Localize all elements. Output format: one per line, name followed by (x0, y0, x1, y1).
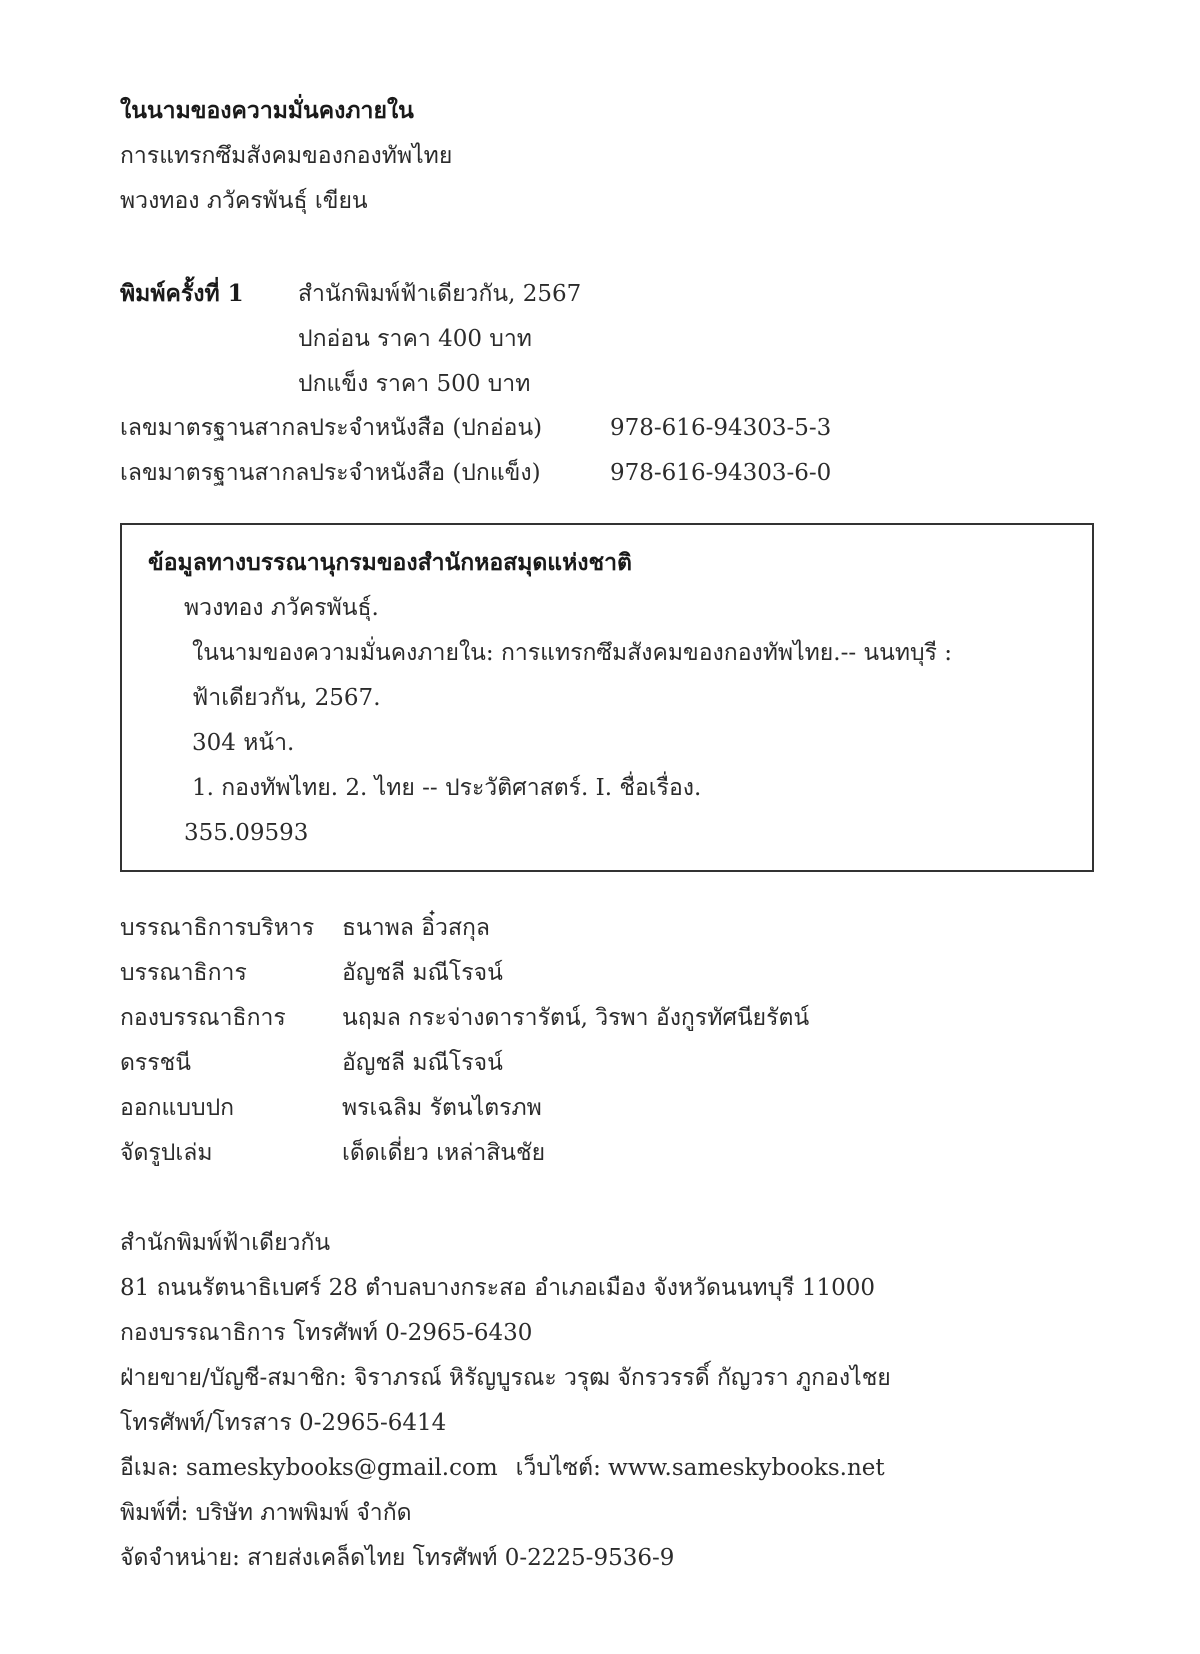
staff-role: บรรณาธิการบริหาร (120, 915, 315, 941)
isbn-value: 978-616-94303-5-3 (610, 415, 832, 441)
staff-row (120, 1048, 503, 1078)
catalog-class-number: 355.09593 (184, 820, 309, 846)
edition-label: พิมพ์ครั้งที่ 1 (120, 280, 244, 307)
publisher-address: 81 ถนนรัตนาธิเบศร์ 28 ตำบลบางกระสอ อำเภอเมือง จังหวัดนนทบุรี 11000 (120, 1275, 876, 1301)
publisher-editorial-phone: กองบรรณาธิการ โทรศัพท์ 0-2965-6430 (120, 1320, 533, 1346)
staff-role: จัดรูปเล่ม (120, 1140, 213, 1166)
printing-edition-row (120, 279, 581, 309)
staff-name: นฤมล กระจ่างดารารัตน์, วิรพา อังกูรทัศนียรัตน์ (342, 1005, 810, 1031)
isbn-row-hardcover (120, 458, 831, 488)
publisher-sales: ฝ่ายขาย/บัญชี-สมาชิก: จิราภรณ์ หิรัญบูรณะ วรุฒ จักรวรรดิ์ กัญวรา ภูกองไชย (120, 1365, 891, 1391)
staff-row (120, 958, 503, 988)
staff-row (120, 913, 490, 943)
book-title: ในนามของความมั่นคงภายใน (120, 97, 414, 124)
isbn-row-softcover (120, 413, 831, 443)
publisher-phone-fax: โทรศัพท์/โทรสาร 0-2965-6414 (120, 1410, 447, 1436)
book-subtitle: การแทรกซึมสังคมของกองทัพไทย (120, 143, 453, 169)
isbn-label: เลขมาตรฐานสากลประจำหนังสือ (ปกอ่อน) (120, 415, 543, 441)
staff-row (120, 1138, 545, 1168)
catalog-heading: ข้อมูลทางบรรณานุกรมของสำนักหอสมุดแห่งชาติ (148, 549, 632, 576)
isbn-value: 978-616-94303-6-0 (610, 460, 832, 486)
publisher-name: สำนักพิมพ์ฟ้าเดียวกัน (120, 1230, 331, 1256)
isbn-label: เลขมาตรฐานสากลประจำหนังสือ (ปกแข็ง) (120, 460, 541, 486)
catalog-pages: 304 หน้า. (192, 730, 295, 756)
hardcover-price: ปกแข็ง ราคา 500 บาท (298, 371, 531, 397)
cataloging-data-box (120, 523, 1094, 872)
staff-name: พรเฉลิม รัตนไตรภพ (342, 1095, 542, 1121)
catalog-title-line: ในนามของความมั่นคงภายใน: การแทรกซึมสังคมของกองทัพไทย.-- นนทบุรี : (192, 640, 953, 666)
softcover-price: ปกอ่อน ราคา 400 บาท (298, 326, 532, 352)
staff-name: อัญชลี มณีโรจน์ (342, 1050, 503, 1076)
publisher-contact-row (120, 1453, 885, 1483)
publisher-printer: พิมพ์ที่: บริษัท ภาพพิมพ์ จำกัด (120, 1500, 412, 1526)
staff-name: เด็ดเดี่ยว เหล่าสินชัย (342, 1140, 546, 1166)
publisher-email[interactable]: อีเมล: sameskybooks@gmail.com (120, 1455, 498, 1481)
staff-role: ดรรชนี (120, 1050, 191, 1076)
staff-role: ออกแบบปก (120, 1095, 235, 1121)
publisher-website[interactable]: เว็บไซต์: www.sameskybooks.net (515, 1455, 885, 1481)
staff-row (120, 1093, 542, 1123)
staff-name: อัญชลี มณีโรจน์ (342, 960, 503, 986)
catalog-subjects: 1. กองทัพไทย. 2. ไทย -- ประวัติศาสตร์. I. ชื่อเรื่อง. (192, 775, 702, 801)
staff-row (120, 1003, 809, 1033)
catalog-title-line: ฟ้าเดียวกัน, 2567. (192, 685, 381, 711)
catalog-author: พวงทอง ภวัครพันธุ์. (184, 595, 379, 621)
publisher-distributor: จัดจำหน่าย: สายส่งเคล็ดไทย โทรศัพท์ 0-2225-9536-9 (120, 1545, 675, 1571)
publisher-year: สำนักพิมพ์ฟ้าเดียวกัน, 2567 (298, 281, 582, 307)
staff-role: บรรณาธิการ (120, 960, 247, 986)
book-author: พวงทอง ภวัครพันธุ์ เขียน (120, 188, 368, 214)
staff-role: กองบรรณาธิการ (120, 1005, 286, 1031)
staff-name: ธนาพล อิ๋วสกุล (342, 915, 491, 941)
